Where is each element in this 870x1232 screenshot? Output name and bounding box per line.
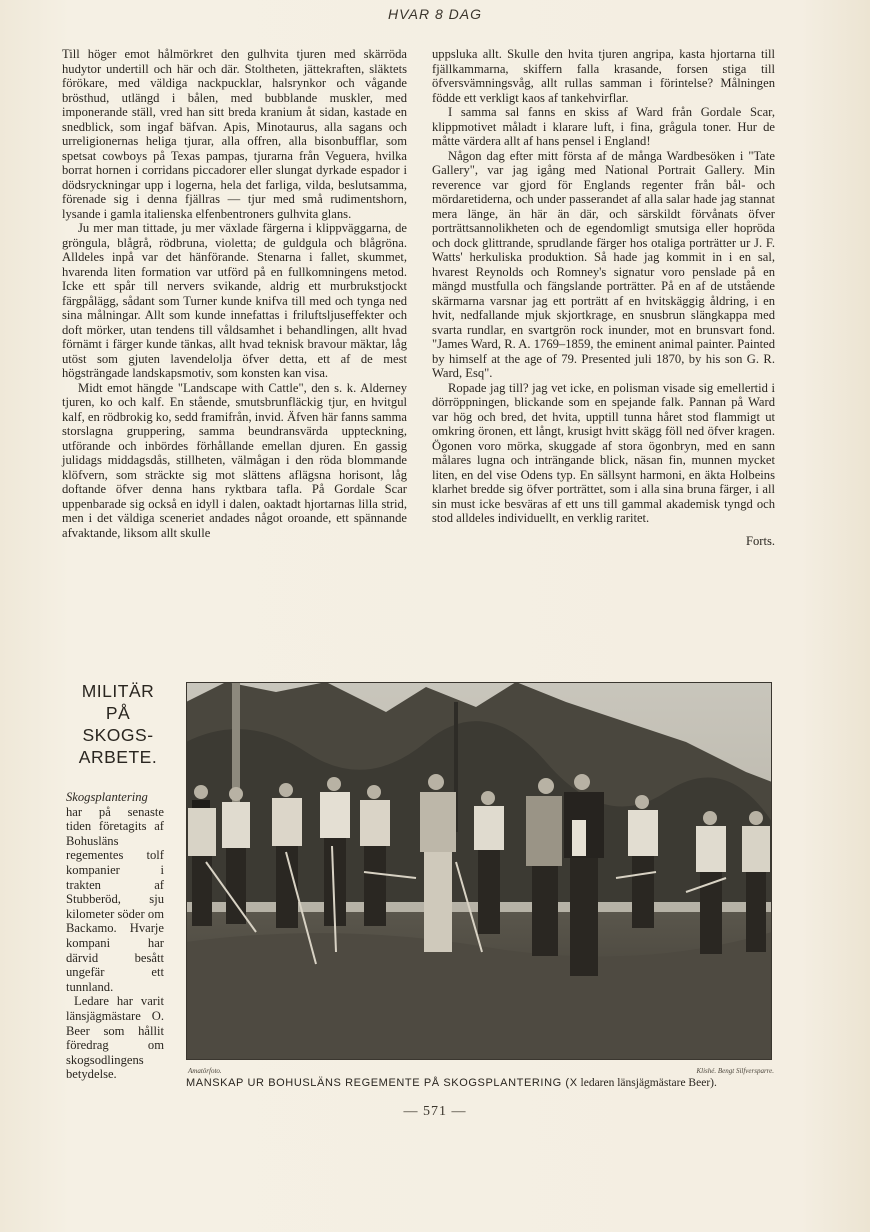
paragraph-rest: har på senaste tiden företagits af Bohusläns regementes tolf kompanier i trakten af Stubberöd, sju kilometer söder om Backamo. Hvarje kompani har därvid besått ungefär ett tunnland. xyxy=(66,804,164,994)
title-line: PÅ xyxy=(105,703,131,723)
photo-caption xyxy=(186,1077,786,1089)
left-text-column xyxy=(62,47,407,540)
photo-credit-right: Klishé. Bengt Silfversparre. xyxy=(696,1067,774,1075)
military-article-title xyxy=(62,680,174,768)
running-header: HVAR 8 DAG xyxy=(387,6,483,22)
paragraph: Ju mer man tittade, ju mer växlade färgerna i klippväggarna, de gröngula, blågrå, rödbruna, violetta; de guldgula och blågröna. Alldeles inpå var det hänförande. Stenarna i fallet, skummet, hvarenda liten formation var utförd på en fullkomningens metod. Icke ett spår till nervers svikande, aldrig ett murbrukstjockt färgpålägg, sådant som Turner kunde knifva till med och tynga ned sina målningar. Allt som kunde innefattas i friluftsljuseffekter och doft mörker, utan tendens till våldsamhet i behandlingen, allt hvad förnämt i färger kunde tänkas, allt hvad teknisk bravour mäktar, låg utöst som gjuten lavendelolja öfver detta, ett af de mest högsträngade landskapsmotiv, som konsten kan visa. xyxy=(62,221,407,380)
military-article-text xyxy=(66,790,164,1082)
paragraph: Midt emot hängde "Landscape with Cattle", den s. k. Alderney tjuren, ko och kalf. En stående, smutsbrunfläckig tjur, en hvitgul kalf, en rödbrokig ko, sedd framifrån, invid. Äfven här fanns samma storslagna gruppering, samma beundransvärda uppteckning, utförande och inbördes förhållande emellan djuren. En gassig julidags middagsdås, stillheten, välmågan i den röda blommande klöfvern, som sträckte sig mot slättens aflägsna horisont, låg doftande öfver denna hans ryktbara tafla. På Gordale Scar uppenbarade sig också en idyll i dalen, oaktadt hjortarnas lilla strid, men i det väldiga sceneriet andades något oroande, ett spännande afvaktande, liksom allt skulle xyxy=(62,380,407,540)
caption-mark: X xyxy=(569,1077,578,1089)
right-text-column xyxy=(432,47,775,548)
lead-word: Skogsplantering xyxy=(66,790,148,804)
soldiers-photo xyxy=(186,682,772,1060)
photo-credit-left: Amatörfoto. xyxy=(188,1067,222,1075)
paragraph: Ledare har varit länsjägmästare O. Beer som hållit föredrag om skogsodlingens betydelse. xyxy=(66,994,164,1082)
continued-note: Forts. xyxy=(745,533,775,548)
paragraph: Någon dag efter mitt första af de många Wardbesöken i "Tate Gallery", var jag igång med National Portrait Gallery. Min reverence var gjord för Englands regenter från bål- och mördaretiderna, och under passerandet af alla salar hade jag stannat mera länge, än här än där, och särskildt förvånats öfver porträttsannolikheten och de egendomligt smutsiga eller hopröda och dock glittrande, sprudlande färger hos otaliga porträtter ur J. F. Watts' herkuliska produktion. Så hade jag kommit in i en sal, hvarest Reynolds och Romney's signatur voro penslade på en mängd mustfulla och fängslande porträtter. På en af de utstående skärmarna varsnar jag ett porträtt af en hvitskäggig åldring, i en hvit, nedfallande mjuk skjortkrage, en snusbrun slängkappa med svarta rundlar, en svartgrön rock inunder, mot en brunsvart fond. "James Ward, R. A. 1769–1859, the eminent animal painter. Painted by himself at the age of 79. Presented juli 1870, by his son G. R. Ward, Esq". xyxy=(432,148,775,380)
caption-main: MANSKAP UR BOHUSLÄNS REGEMENTE PÅ SKOGSPLANTERING ( xyxy=(186,1077,570,1089)
paragraph: Ropade jag till? jag vet icke, en polisman visade sig emellertid i dörröppningen, blickande som en spejande falk. Pannan på Ward var hög och bred, det hvita, upptill tunna håret stod flammigt ut omkring öronen, ett långt, krusigt hvitt skägg föll ned öfver kragen. Ögonen voro mörka, skuggade af stora ögonbryn, med en sann målares lugna och inträngande blick, näsan fin, munnen mycket liten, en del vise Odens typ. En sällsynt harmoni, en äkta Holbeins klarhet bredde sig öfver porträttet, som i alla sina bruna färger, i all sin must icke besväras af ett uns till gammal akademisk tyngd och stod alldeles individuellt, en verklig raritet. xyxy=(432,380,775,525)
title-line: MILITÄR xyxy=(81,681,155,701)
paragraph: Till höger emot hålmörkret den gulhvita tjuren med skärröda hudytor undertill och här och där. Stoltheten, jättekraften, släktets förökare, med väldiga nackpucklar, halsrynkor och vågande brösthud, utlängd i bålen, med bubblande muskler, med imponerande ställ, vred han sitt breda kranium åt sidan, kastade en snedblick, som ingaf bäfvan. Apis, Minotaurus, alla sagans och urreligionernas heliga tjurar, alla offren, alla bisonbufflar, som spetsat cowboys på Texas pampas, tjurarna från Veguera, hvilka borrat hornen i corridans piccadorer eller slungat dyrkade espador i dödsryckningar upp i logerna, hela det farliga, vilda, beslutsamma, förenade sig i denna fjällras — tjur med små rudimentshorn, lysande i gamla italienska elfenbentroners gulhvita glans. xyxy=(62,47,407,221)
paragraph: I samma sal fanns en skiss af Ward från Gordale Scar, klippmotivet måladt i klarare luft, i fina, grågula toner. Hur de måtte värdera allt af hans pensel i England! xyxy=(432,105,775,148)
paragraph: uppsluka allt. Skulle den hvita tjuren angripa, kasta hjortarna till fjällkammarna, skiffern falla krasande, forsen stiga till öfversvämningsvåg, allt rullas samman i förintelse? Målningen födde ett verkligt kaos af tankehvirflar. xyxy=(432,47,775,105)
paragraph xyxy=(66,790,164,994)
title-line: ARBETE. xyxy=(78,747,158,767)
title-line: SKOGS- xyxy=(82,725,154,745)
caption-small: ledaren länsjägmästare Beer). xyxy=(577,1077,717,1089)
page-number: — 571 — xyxy=(403,1104,467,1119)
photo-illustration xyxy=(186,682,772,1060)
